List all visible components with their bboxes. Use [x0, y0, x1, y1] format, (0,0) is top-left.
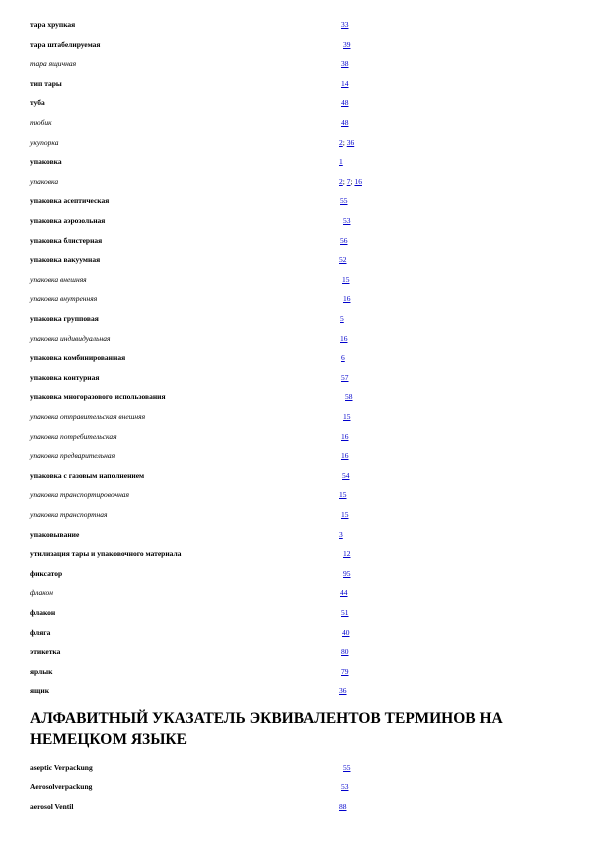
index-term: фляга	[30, 627, 51, 637]
index-entry	[0, 235, 595, 247]
page-refs	[341, 509, 349, 521]
index-term: фиксатор	[30, 568, 63, 578]
index-entry	[0, 781, 595, 793]
index-entry	[0, 352, 595, 364]
index-entry	[0, 587, 595, 599]
index-term: Aerosolverpackung	[30, 782, 93, 791]
page-link[interactable]: 16	[341, 451, 349, 461]
page-link[interactable]: 15	[339, 490, 347, 500]
index-term: упаковка блистерная	[30, 235, 103, 245]
page-link[interactable]: 57	[341, 372, 349, 382]
page-link[interactable]: 2	[339, 176, 343, 186]
page-link[interactable]: 54	[342, 470, 350, 480]
page-refs	[341, 431, 349, 443]
index-term: упаковывание	[30, 529, 80, 539]
index-entry	[0, 372, 595, 384]
page-separator: ;	[350, 176, 355, 186]
page-link[interactable]: 56	[340, 235, 348, 245]
index-term: упаковка многоразового использования	[30, 392, 166, 402]
index-entry	[0, 156, 595, 168]
page-refs	[339, 801, 347, 813]
index-term: этикетка	[30, 647, 61, 657]
index-entry	[0, 333, 595, 345]
page-refs	[345, 391, 353, 403]
page-link[interactable]: 44	[340, 588, 348, 598]
index-entry	[0, 254, 595, 266]
page-refs	[341, 781, 349, 793]
index-entry	[0, 58, 595, 70]
index-term: упаковка транспортировочная	[30, 490, 130, 500]
page-link[interactable]: 15	[343, 412, 351, 421]
page-refs	[340, 195, 348, 207]
index-term: ящик	[30, 686, 50, 696]
index-term: упаковка потребительская	[30, 431, 117, 441]
page-link[interactable]: 51	[341, 608, 349, 617]
index-entry	[0, 509, 595, 521]
index-entry	[0, 391, 595, 403]
page-refs	[343, 568, 351, 580]
page-link[interactable]: 88	[339, 802, 347, 811]
page-refs	[343, 548, 351, 560]
index-entry	[0, 195, 595, 207]
page-link[interactable]: 80	[341, 647, 349, 657]
page-link[interactable]: 7	[346, 176, 351, 186]
index-entry	[0, 274, 595, 286]
index-entry	[0, 39, 595, 51]
index-entry	[0, 78, 595, 90]
page-link[interactable]: 40	[342, 627, 350, 637]
page-link[interactable]: 58	[345, 392, 353, 402]
index-term: упаковка транспортная	[30, 510, 108, 519]
page-refs	[340, 313, 344, 325]
section-heading: АЛФАВИТНЫЙ УКАЗАТЕЛЬ ЭКВИВАЛЕНТОВ ТЕРМИНОВ НА НЕМЕЦКОМ ЯЗЫКЕ	[30, 710, 503, 748]
page-refs	[341, 78, 349, 90]
index-entry	[0, 431, 595, 443]
index-entry	[0, 607, 595, 619]
index-entry	[0, 529, 595, 541]
page-refs	[342, 470, 350, 482]
page-refs	[340, 587, 348, 599]
index-term: упаковка асептическая	[30, 196, 110, 206]
index-term: упаковка аэрозольная	[30, 216, 106, 225]
page-link[interactable]: 15	[342, 274, 350, 284]
index-entry	[0, 489, 595, 501]
page-link[interactable]: 12	[343, 549, 351, 559]
page-link[interactable]: 95	[343, 568, 351, 578]
page-refs	[339, 529, 343, 541]
page-link[interactable]: 79	[341, 666, 349, 676]
index-term: тара штабелируемая	[30, 39, 101, 49]
page-refs	[339, 156, 343, 168]
page-refs	[341, 97, 349, 109]
index-term: флакон	[30, 588, 53, 598]
page-link[interactable]: 53	[343, 216, 351, 225]
index-term: флакон	[30, 608, 56, 617]
index-term: тип тары	[30, 78, 62, 88]
page-link[interactable]: 1	[339, 157, 343, 167]
index-entry	[0, 762, 595, 774]
index-term: тюбик	[30, 118, 52, 127]
page-link[interactable]: 48	[341, 98, 349, 108]
index-entry	[0, 411, 595, 423]
index-entry	[0, 176, 595, 188]
page-separator: ;	[342, 137, 347, 147]
page-refs	[343, 293, 351, 305]
page-link[interactable]: 16	[354, 176, 362, 186]
page-refs	[340, 235, 348, 247]
index-entry	[0, 450, 595, 462]
page-refs	[339, 685, 347, 697]
index-entry	[0, 293, 595, 305]
page-refs	[343, 762, 351, 774]
page-link[interactable]: 48	[341, 118, 349, 127]
index-term: упаковка комбинированная	[30, 353, 126, 363]
page-refs	[341, 646, 349, 658]
index-term: упаковка отправительская внешняя	[30, 412, 146, 421]
index-entry	[0, 313, 595, 325]
page-link[interactable]: 55	[343, 763, 351, 772]
index-term: aerosol Ventil	[30, 802, 74, 811]
index-term: укупорка	[30, 137, 59, 147]
page-link[interactable]: 39	[343, 39, 351, 49]
page-refs	[339, 254, 347, 266]
page-refs	[341, 607, 349, 619]
page-link[interactable]: 36	[346, 137, 355, 147]
index-term: тара хрупкая	[30, 20, 76, 29]
index-entry	[0, 548, 595, 560]
index-entry	[0, 568, 595, 580]
index-entry	[0, 470, 595, 482]
page-refs	[341, 117, 349, 129]
index-entry	[0, 646, 595, 658]
page-link[interactable]: 55	[340, 196, 348, 206]
index-term: туба	[30, 98, 45, 108]
index-term: упаковка предварительная	[30, 451, 116, 461]
index-term: упаковка	[30, 176, 59, 186]
page-link[interactable]: 2	[339, 137, 343, 147]
page-refs	[340, 333, 348, 345]
index-term: упаковка	[30, 157, 62, 167]
index-entry	[0, 137, 595, 149]
page-link[interactable]: 14	[341, 78, 349, 88]
page-refs	[343, 39, 351, 51]
page-refs	[339, 137, 354, 149]
page-link[interactable]: 36	[339, 686, 347, 696]
index-term: упаковка внутренняя	[30, 294, 98, 304]
index-term: упаковка контурная	[30, 372, 100, 382]
index-entry	[0, 97, 595, 109]
index-term: упаковка внешняя	[30, 274, 87, 284]
index-term: тара ящичная	[30, 59, 77, 69]
page-refs	[342, 627, 350, 639]
page-link[interactable]: 16	[341, 431, 349, 441]
page-refs	[341, 372, 349, 384]
index-entry	[0, 801, 595, 813]
page-link[interactable]: 15	[341, 510, 349, 519]
index-entry	[0, 685, 595, 697]
page-refs	[341, 352, 345, 364]
index-term: упаковка вакуумная	[30, 255, 101, 265]
page-separator: ;	[342, 176, 347, 186]
page-refs	[341, 450, 349, 462]
page-refs	[341, 666, 349, 678]
index-entry	[0, 666, 595, 678]
page-link[interactable]: 33	[341, 20, 349, 29]
index-term: утилизация тары и упаковочного материала	[30, 549, 182, 559]
page-refs	[343, 411, 351, 423]
page-link[interactable]: 5	[340, 314, 344, 323]
page-refs	[343, 215, 351, 227]
page-link[interactable]: 6	[341, 353, 345, 363]
index-term: упаковка индивидуальная	[30, 333, 111, 343]
index-entry	[0, 627, 595, 639]
index-entry	[0, 215, 595, 227]
page-link[interactable]: 52	[339, 255, 347, 265]
page-link[interactable]: 53	[341, 782, 349, 791]
page-link[interactable]: 3	[339, 529, 343, 539]
page-link[interactable]: 38	[341, 59, 349, 69]
page-refs	[341, 19, 349, 31]
page-refs	[339, 489, 347, 501]
page-refs	[339, 176, 362, 188]
index-term: упаковка групповая	[30, 314, 99, 323]
index-entry	[0, 19, 595, 31]
index-entry	[0, 117, 595, 129]
page-refs	[341, 58, 349, 70]
index-term: aseptic Verpackung	[30, 763, 93, 772]
page-link[interactable]: 16	[340, 333, 348, 343]
page-refs	[342, 274, 350, 286]
index-term: ярлык	[30, 666, 53, 676]
page-link[interactable]: 16	[343, 294, 351, 304]
index-term: упаковка с газовым наполнением	[30, 470, 145, 480]
